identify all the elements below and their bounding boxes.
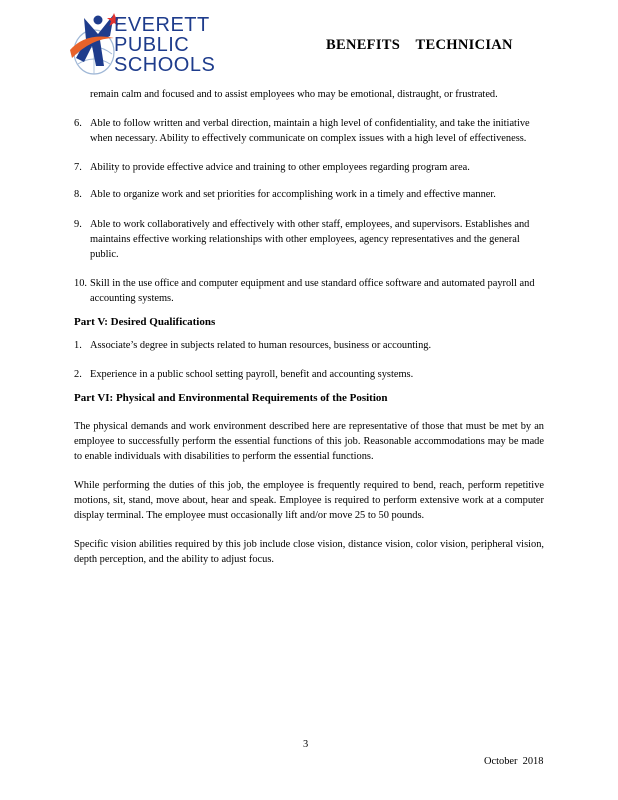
logo-figure-icon [70,10,118,80]
item-number: 10. [74,278,87,289]
part-6-heading: Part VI: Physical and Environmental Requirements of the Position [74,392,388,404]
page-number: 3 [303,739,309,750]
qualification-item-2 [74,367,544,382]
logo-line-2: PUBLIC [114,34,190,56]
everett-public-schools-logo [70,10,240,82]
item-text: Experience in a public school setting payroll, benefit and accounting systems. [90,369,414,380]
skill-item-10 [74,276,544,306]
skill-item-6 [74,116,544,146]
item-number: 2. [74,369,82,380]
item-number: 6. [74,118,82,129]
skill-item-7 [74,160,544,175]
item-text: Skill in the use office and computer equipment and use standard office software and automated payroll and accounting systems. [90,278,535,304]
item-text: Able to organize work and set priorities for accomplishing work in a timely and effective manner. [90,189,496,200]
item-text: Ability to provide effective advice and training to other employees regarding program area. [90,162,470,173]
item-number: 1. [74,340,82,351]
logo-line-1: EVERETT [114,14,210,36]
item-number: 7. [74,162,82,173]
item-text: Associate’s degree in subjects related to human resources, business or accounting. [90,340,432,351]
qualification-item-1 [74,338,544,353]
vision-paragraph: Specific vision abilities required by this job include close vision, distance vision, color vision, peripheral vision, depth perception, and the ability to adjust focus. [74,539,544,565]
logo-line-3: SCHOOLS [114,54,216,76]
footer-date: October 2018 [484,756,544,767]
item-number: 8. [74,189,82,200]
document-title: BENEFITS TECHNICIAN [326,37,513,53]
item-number: 9. [74,219,82,230]
document-body [74,87,544,567]
duties-paragraph: While performing the duties of this job, the employee is frequently required to bend, reach, perform repetitive motions, sit, stand, move about, hear and speak. Employee is required to perform extensive work at a computer display terminal. The employee must occasionally lift and/or move 25 to 50 pounds. [74,480,544,521]
logo-wordmark [114,15,215,75]
continued-text: remain calm and focused and to assist employees who may be emotional, distraught, or frustrated. [90,89,498,100]
item-text: Able to follow written and verbal direction, maintain a high level of confidentiality, and take the initiative when necessary. Ability to effectively communicate on complex issues with a high level of effectiveness. [90,118,530,144]
physical-demands-paragraph: The physical demands and work environment described here are representative of those that must be met by an employee to successfully perform the essential functions of this job. Reasonable accommodations may be made to enable individuals with disabilities to perform the essential functions. [74,421,544,462]
skill-item-9 [74,217,544,262]
part-5-heading: Part V: Desired Qualifications [74,316,216,328]
skill-item-8 [74,187,544,202]
item-text: Able to work collaboratively and effectively with other staff, employees, and supervisors. Establishes and maintains effective working relationships with other employees, agency representatives and the general public. [90,219,530,260]
